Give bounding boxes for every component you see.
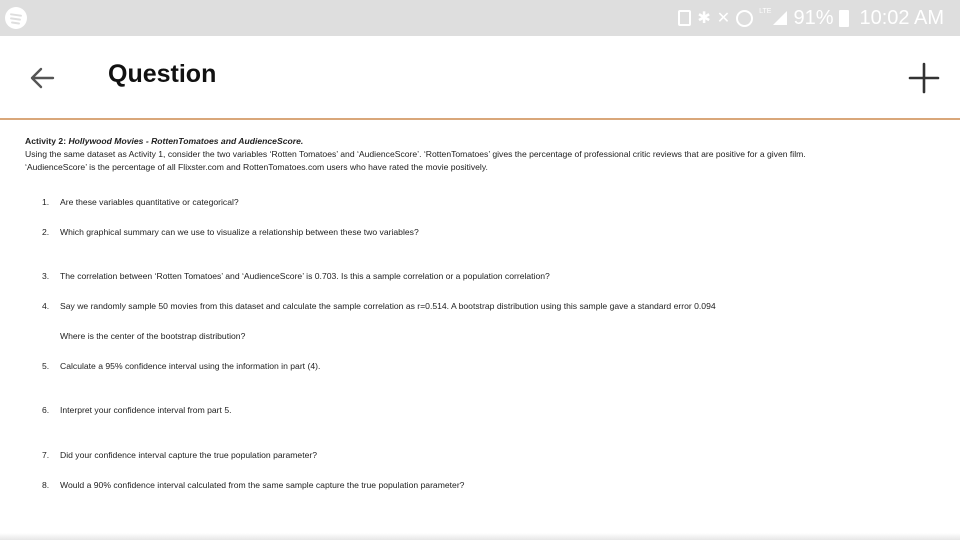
battery-icon <box>839 10 849 27</box>
add-button[interactable] <box>906 60 942 96</box>
question-item: Where is the center of the bootstrap distribution? <box>60 331 246 341</box>
question-item: 8. Would a 90% confidence interval calculated from the same sample capture the true population parameter? <box>42 480 465 490</box>
question-document <box>25 135 945 490</box>
question-item: 6. Interpret your confidence interval from part 5. <box>42 405 232 415</box>
status-bar <box>0 0 960 36</box>
question-item: 5. Calculate a 95% confidence interval using the information in part (4). <box>42 361 321 371</box>
question-item: 7. Did your confidence interval capture the true population parameter? <box>42 450 318 460</box>
question-item: 1. Are these variables quantitative or categorical? <box>42 197 239 207</box>
bottom-edge <box>0 533 960 540</box>
question-item: 4. Say we randomly sample 50 movies from this dataset and calculate the sample correlation as r=0.514. A bootstrap distribution using this sample gave a standard error 0.094 <box>42 301 716 311</box>
signal-icon <box>773 11 787 25</box>
plus-icon <box>906 60 942 96</box>
question-item: 2. Which graphical summary can we use to visualize a relationship between these two variables? <box>42 227 419 237</box>
back-button[interactable] <box>26 62 58 94</box>
app-bar <box>0 36 960 120</box>
network-type-label: LTE <box>759 7 772 15</box>
clock-time: 10:02 AM <box>859 6 944 29</box>
heading-title: Hollywood Movies - RottenTomatoes and AudienceScore. <box>68 136 304 146</box>
intro-line-1: Using the same dataset as Activity 1, consider the two variables ‘Rotten Tomatoes’ and ‘AudienceScore’. ‘RottenTomatoes’ gives the percentage of professional critic reviews that are positive for a given film. <box>25 148 806 159</box>
intro-line-2: ‘AudienceScore’ is the percentage of all Flixster.com and RottenTomatoes.com users who have rated the movie positively. <box>25 161 488 172</box>
question-item: 3. The correlation between ‘Rotten Tomatoes’ and ‘AudienceScore’ is 0.703. Is this a sample correlation or a population correlation? <box>42 271 550 281</box>
status-icons <box>678 0 944 36</box>
heading-prefix: Activity 2: <box>25 136 69 146</box>
activity-heading <box>25 135 945 148</box>
sim-icon <box>678 10 691 26</box>
spotify-icon <box>5 7 27 29</box>
battery-percent: 91% <box>793 6 834 29</box>
vibrate-mute-icon: ✕ <box>716 10 731 27</box>
arrow-left-icon <box>26 62 58 94</box>
alarm-icon <box>736 10 753 27</box>
page-title: Question <box>108 60 217 88</box>
bluetooth-icon: ✱ <box>697 10 711 27</box>
